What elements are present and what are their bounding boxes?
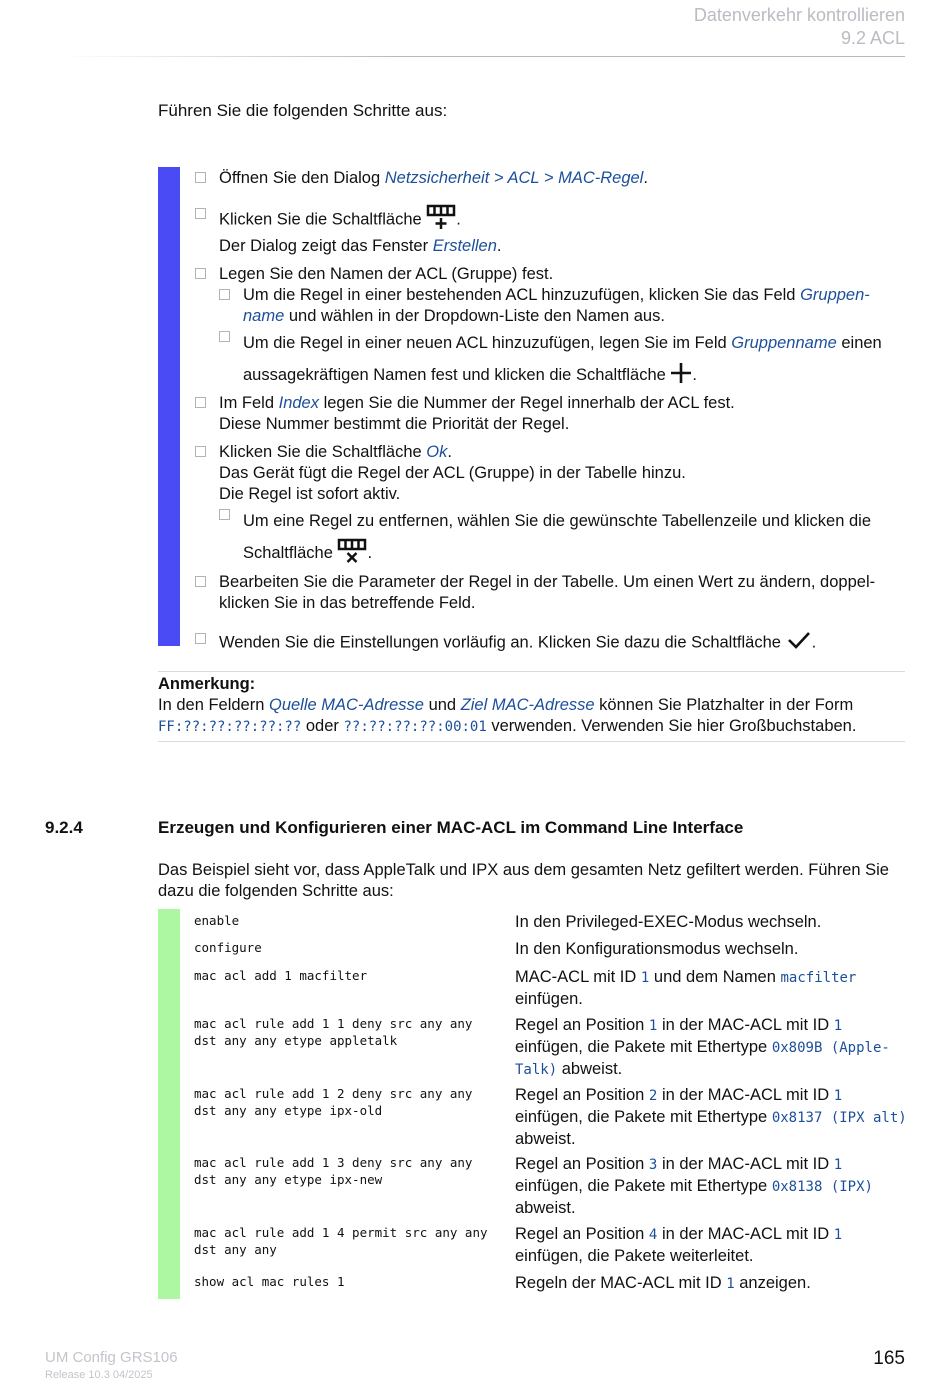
step-open-dialog: Öffnen Sie den Dialog Netzsicherheit > ACL > MAC-Regel. bbox=[195, 168, 907, 189]
section-title: Erzeugen und Konfigurieren einer MAC-ACL im Command Line Interface bbox=[158, 818, 744, 837]
cli-command: enable bbox=[194, 913, 240, 928]
cli-command: mac acl add 1 macfilter bbox=[194, 968, 368, 983]
note-rule-bottom bbox=[158, 741, 905, 742]
note-text: In den Feldern Quelle MAC-Adresse und Ziel MAC-Adresse können Sie Platzhalter in der Form FF:??:??:??:??:?? oder ??:??:??:??:00:01 verwenden. Verwenden Sie hier Großbuchstaben. bbox=[158, 696, 857, 735]
note-title: Anmerkung: bbox=[158, 675, 256, 693]
footer-release: Release 10.3 04/2025 bbox=[45, 1369, 153, 1381]
steps-bar bbox=[158, 167, 180, 646]
step-checkbox bbox=[219, 509, 230, 520]
substep-existing-acl: Um die Regel in einer bestehenden ACL hinzuzufügen, klicken Sie das Feld Gruppen-name und wählen in der Dropdown-Liste den Namen aus. bbox=[195, 285, 907, 327]
step-checkbox bbox=[195, 172, 206, 183]
page-number: 165 bbox=[873, 1348, 905, 1369]
header-rule bbox=[60, 56, 905, 57]
substep-remove-rule: Um eine Regel zu entfernen, wählen Sie die gewünschte Tabellenzeile und klicken die Schaltfläche . bbox=[195, 505, 907, 570]
table-add-icon bbox=[426, 204, 456, 236]
cli-bar bbox=[158, 909, 180, 1299]
steps-list bbox=[195, 168, 907, 657]
cli-description: In den Konfigurationsmodus wechseln. bbox=[515, 940, 799, 958]
cli-description: Regel an Position 4 in der MAC-ACL mit ID 1 einfügen, die Pakete weiterleitet. bbox=[515, 1225, 843, 1265]
cli-command: mac acl rule add 1 1 deny src any any dst any any etype appletalk bbox=[194, 1016, 480, 1048]
step-checkbox bbox=[195, 397, 206, 408]
step-checkbox bbox=[195, 208, 206, 219]
step-checkbox bbox=[195, 268, 206, 279]
cli-description: MAC-ACL mit ID 1 und dem Namen macfilter einfügen. bbox=[515, 968, 857, 1008]
footer-doc-title: UM Config GRS106 bbox=[45, 1349, 178, 1366]
step-click-add: Klicken Sie die Schaltfläche . Der Dialog zeigt das Fenster Erstellen. bbox=[195, 204, 907, 257]
step-set-name: Legen Sie den Namen der ACL (Gruppe) fest. bbox=[195, 264, 907, 285]
header-chapter: Datenverkehr kontrollieren bbox=[693, 5, 905, 25]
step-index: Im Feld Index legen Sie die Nummer der Regel innerhalb der ACL fest. Diese Nummer bestimmt die Priorität der Regel. bbox=[195, 393, 907, 435]
step-checkbox bbox=[195, 576, 206, 587]
cli-command: mac acl rule add 1 2 deny src any any dst any any etype ipx-old bbox=[194, 1086, 480, 1118]
table-remove-icon bbox=[337, 538, 367, 570]
plus-icon bbox=[670, 362, 692, 390]
step-apply: Wenden Sie die Einstellungen vorläufig an. Klicken Sie dazu die Schaltfläche . bbox=[195, 629, 907, 657]
intro-text: Führen Sie die folgenden Schritte aus: bbox=[158, 101, 448, 120]
step-ok: Klicken Sie die Schaltfläche Ok. Das Gerät fügt die Regel der ACL (Gruppe) in der Tabelle hinzu. Die Regel ist sofort aktiv. bbox=[195, 442, 907, 505]
substep-new-acl: Um die Regel in einer neuen ACL hinzuzufügen, legen Sie im Feld Gruppenname einen aussagekräftigen Namen fest und klicken die Schaltfläche . bbox=[195, 327, 907, 391]
running-header bbox=[694, 4, 905, 50]
cli-description: Regel an Position 2 in der MAC-ACL mit ID 1 einfügen, die Pakete mit Ethertype 0x8137 (IPX alt) abweist. bbox=[515, 1086, 907, 1148]
step-checkbox bbox=[219, 289, 230, 300]
step-checkbox bbox=[219, 331, 230, 342]
cli-description: Regeln der MAC-ACL mit ID 1 anzeigen. bbox=[515, 1274, 811, 1292]
cli-command: configure bbox=[194, 940, 262, 955]
step-edit-params: Bearbeiten Sie die Parameter der Regel in der Tabelle. Um einen Wert zu ändern, doppel-klicken Sie in das betreffende Feld. bbox=[195, 572, 907, 614]
cli-command: mac acl rule add 1 4 permit src any any dst any any bbox=[194, 1225, 496, 1257]
section-intro: Das Beispiel sieht vor, dass AppleTalk und IPX aus dem gesamten Netz gefiltert werden. Führen Sie dazu die folgenden Schritte aus: bbox=[158, 861, 889, 900]
note-box bbox=[158, 674, 908, 738]
note-rule-top bbox=[158, 671, 905, 672]
check-icon bbox=[786, 629, 812, 657]
cli-description: Regel an Position 1 in der MAC-ACL mit ID 1 einfügen, die Pakete mit Ethertype 0x809B (Apple-Talk) abweist. bbox=[515, 1016, 890, 1078]
menu-path-link: Netzsicherheit > ACL > MAC-Regel bbox=[384, 169, 644, 187]
cli-description: Regel an Position 3 in der MAC-ACL mit ID 1 einfügen, die Pakete mit Ethertype 0x8138 (IPX) abweist. bbox=[515, 1155, 873, 1217]
cli-description: In den Privileged-EXEC-Modus wechseln. bbox=[515, 913, 822, 931]
section-number: 9.2.4 bbox=[45, 818, 83, 837]
header-section: 9.2 ACL bbox=[840, 28, 905, 48]
cli-command: mac acl rule add 1 3 deny src any any dst any any etype ipx-new bbox=[194, 1155, 480, 1187]
step-checkbox bbox=[195, 633, 206, 644]
cli-command: show acl mac rules 1 bbox=[194, 1274, 345, 1289]
step-checkbox bbox=[195, 446, 206, 457]
